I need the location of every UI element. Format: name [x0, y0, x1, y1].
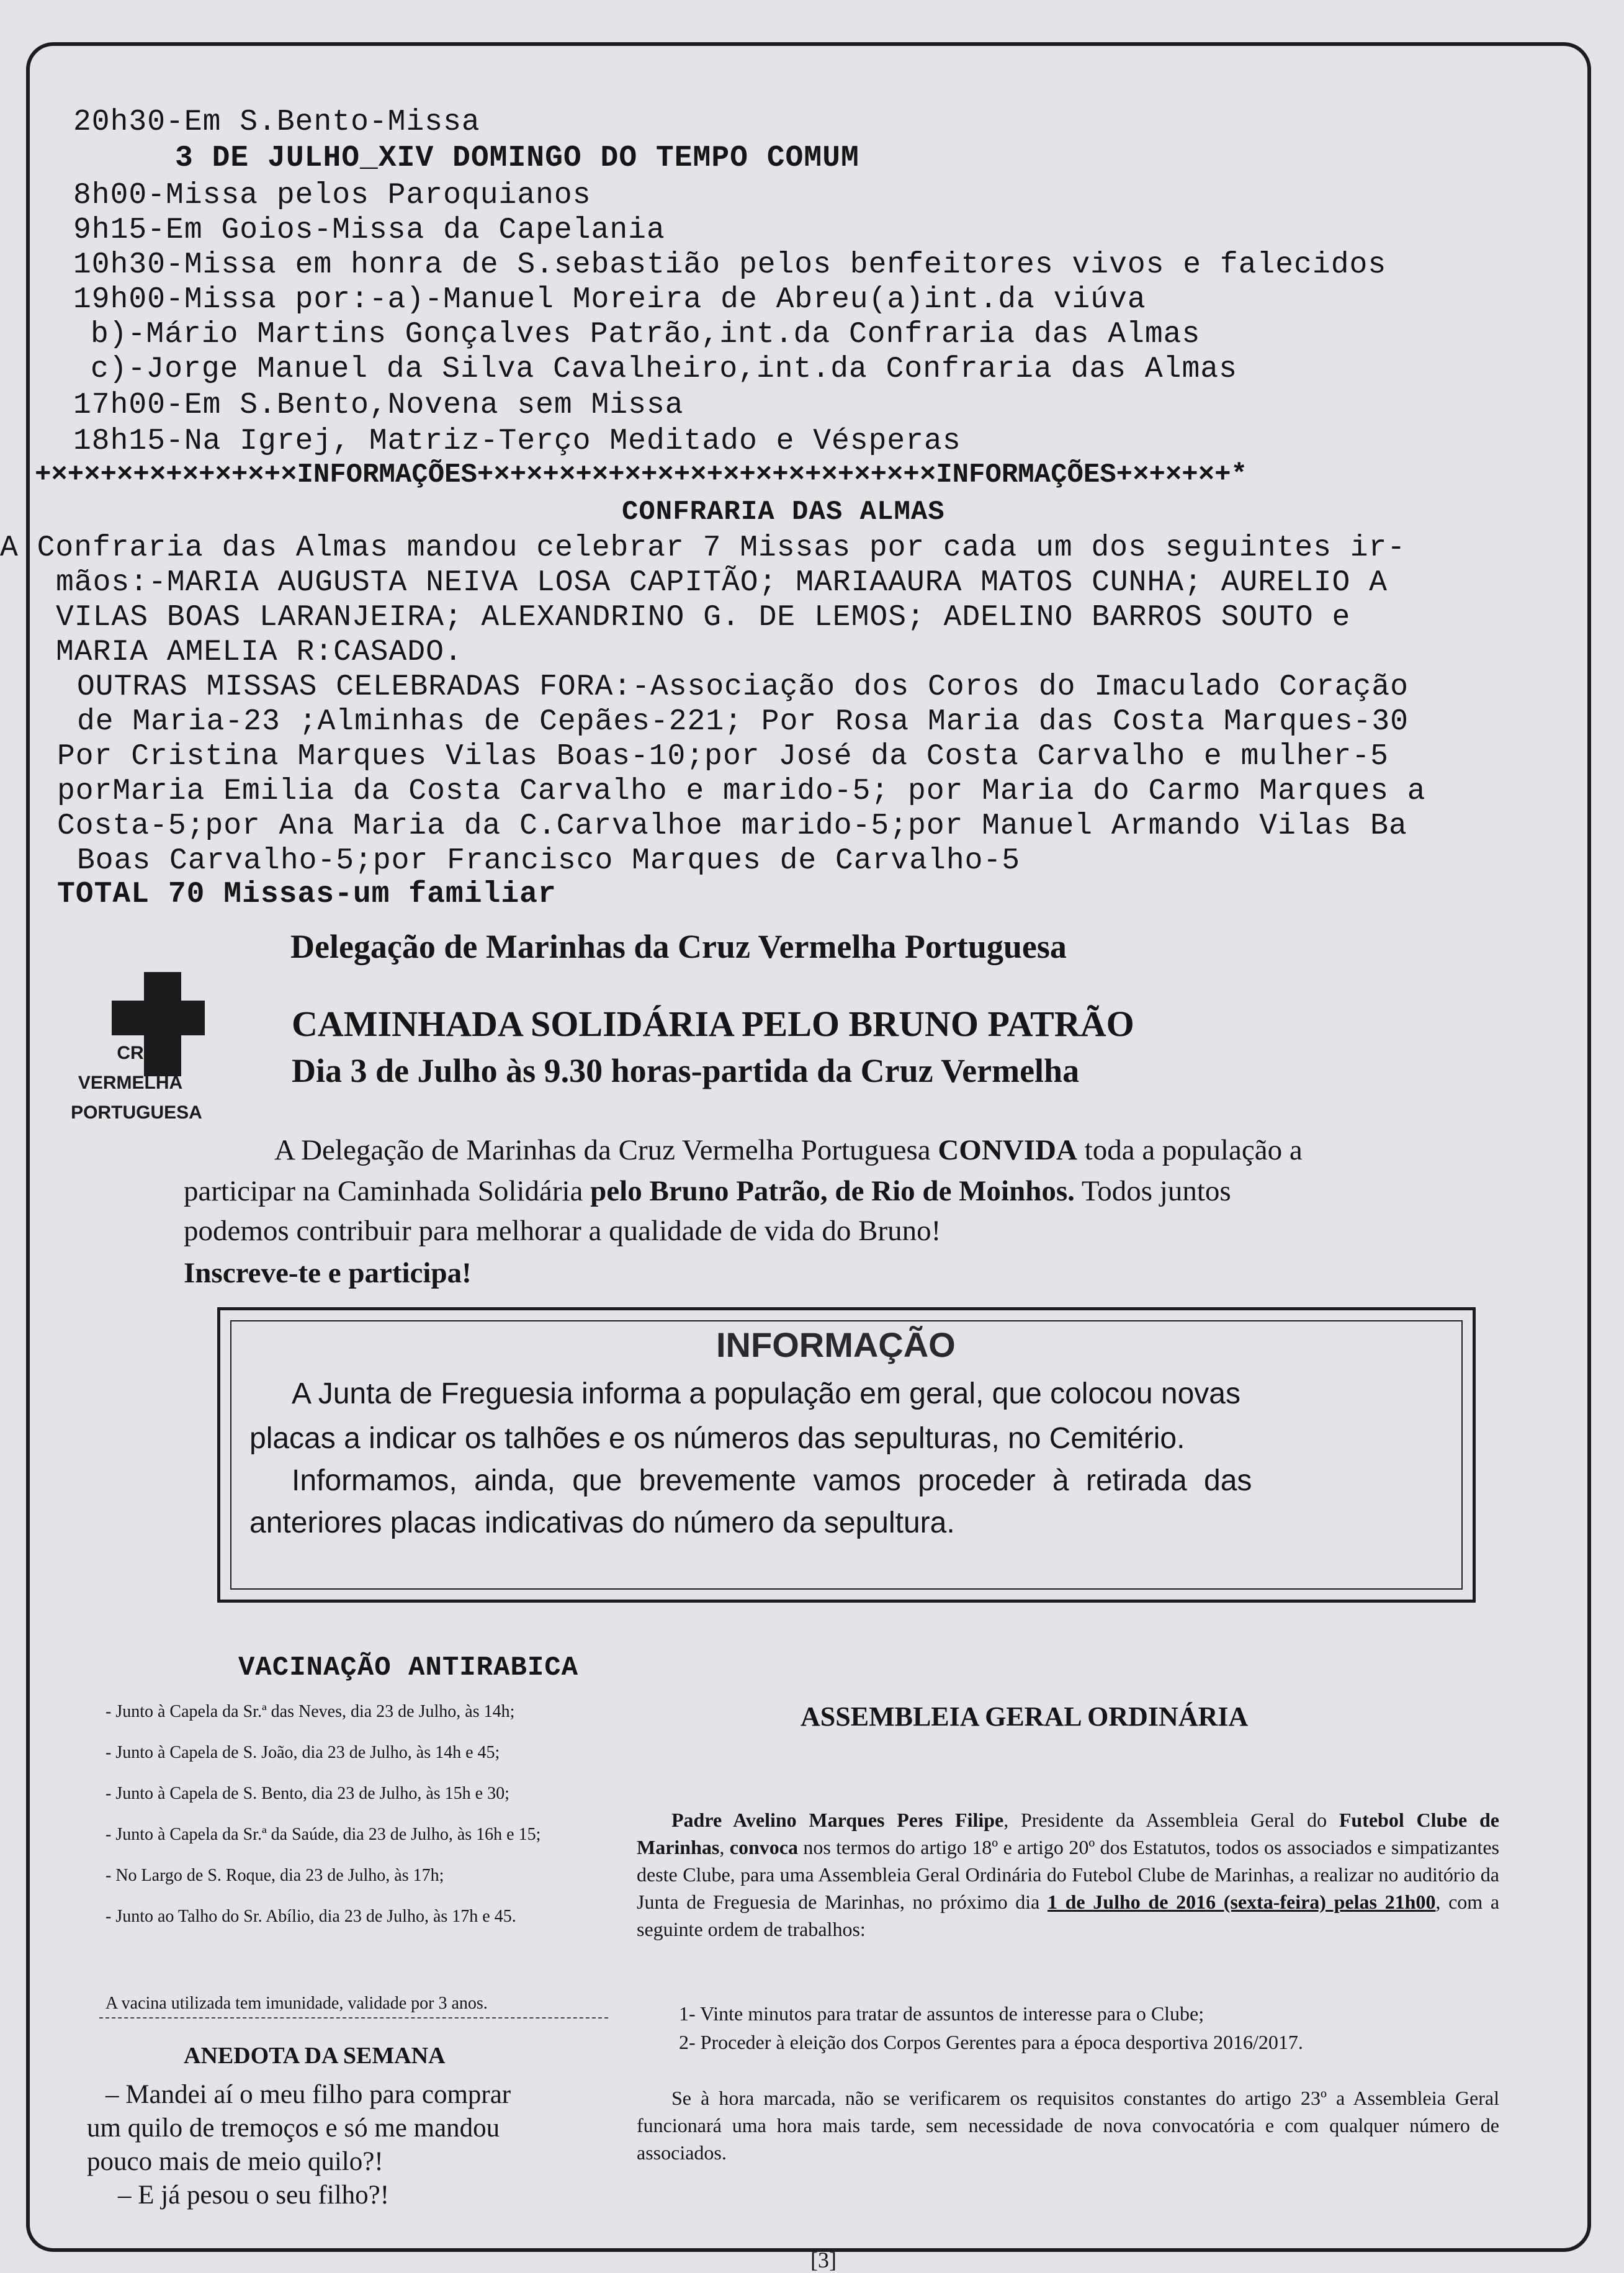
anedota-line: pouco mais de meio quilo?! — [87, 2147, 384, 2176]
cruz-paragraph-line: A Delegação de Marinhas da Cruz Vermelha Portuguesa CONVIDA toda a população a — [274, 1134, 1303, 1166]
schedule-line: 19h00-Missa por:-a)-Manuel Moreira de Abreu(a)int.da viúva — [73, 283, 1146, 317]
cruz-paragraph-line: podemos contribuir para melhorar a qualidade de vida do Bruno! — [184, 1215, 941, 1247]
anedota-line: – E já pesou o seu filho?! — [118, 2181, 390, 2210]
vacinacao-item: - Junto à Capela de S. João, dia 23 de Julho, às 14h e 45; — [105, 1743, 500, 1762]
vacinacao-note: A vacina utilizada tem imunidade, validade por 3 anos. — [105, 1994, 488, 2013]
logo-line: CRUZ — [117, 1043, 169, 1063]
confraria-total: TOTAL 70 Missas-um familiar — [57, 878, 557, 911]
schedule-line: b)-Mário Martins Gonçalves Patrão,int.da Confraria das Almas — [91, 318, 1201, 351]
assembleia-title: ASSEMBLEIA GERAL ORDINÁRIA — [801, 1701, 1249, 1732]
confraria-line: porMaria Emilia da Costa Carvalho e marido-5; por Maria do Carmo Marques a — [57, 775, 1426, 808]
cruz-call-to-action: Inscreve-te e participa! — [184, 1257, 472, 1289]
schedule-line: 10h30-Missa em honra de S.sebastião pelos benfeitores vivos e falecidos — [73, 248, 1387, 282]
caminhada-headline: CAMINHADA SOLIDÁRIA PELO BRUNO PATRÃO — [292, 1004, 1134, 1044]
confraria-line: de Maria-23 ;Alminhas de Cepães-221; Por Rosa Maria das Costa Marques-30 — [77, 705, 1409, 739]
confraria-line: MARIA AMELIA R:CASADO. — [56, 636, 463, 669]
page-number: [3] — [810, 2248, 837, 2272]
confraria-line: mãos:-MARIA AUGUSTA NEIVA LOSA CAPITÃO; MARIAAURA MATOS CUNHA; AURELIO A — [56, 566, 1388, 600]
sunday-title: 3 DE JULHO_XIV DOMINGO DO TEMPO COMUM — [175, 142, 859, 175]
confraria-line: OUTRAS MISSAS CELEBRADAS FORA:-Associação dos Coros do Imaculado Coração — [77, 670, 1409, 704]
confraria-line: VILAS BOAS LARANJEIRA; ALEXANDRINO G. DE LEMOS; ADELINO BARROS SOUTO e — [56, 601, 1351, 634]
schedule-line: 8h00-Missa pelos Paroquianos — [73, 179, 591, 212]
informacao-line: Informamos, ainda, que brevemente vamos proceder à retirada das — [292, 1464, 1252, 1497]
informacao-title: INFORMAÇÃO — [716, 1325, 956, 1364]
assembleia-agenda-item: 2- Proceder à eleição dos Corpos Gerentes para a época desportiva 2016/2017. — [679, 2031, 1303, 2053]
assembleia-closing: Se à hora marcada, não se verificarem os requisitos constantes do artigo 23º a Assembleia Geral funcionará uma hora mais tarde, sem necessidade de nova convocatória e com qualquer número de associados. — [637, 2087, 1499, 2164]
vacinacao-item: - Junto à Capela da Sr.ª da Saúde, dia 23 de Julho, às 16h e 15; — [105, 1825, 541, 1844]
schedule-line: 17h00-Em S.Bento,Novena sem Missa — [73, 389, 684, 422]
cruz-paragraph-line: participar na Caminhada Solidária pelo Bruno Patrão, de Rio de Moinhos. Todos juntos — [184, 1175, 1231, 1207]
section-divider — [99, 2017, 608, 2019]
schedule-line: c)-Jorge Manuel da Silva Cavalheiro,int.da Confraria das Almas — [91, 353, 1237, 386]
informacao-line: placas a indicar os talhões e os números das sepulturas, no Cemitério. — [249, 1422, 1185, 1455]
informacoes-divider: +×+×+×+×+×+×+×+×INFORMAÇÕES+×+×+×+×+×+×+×+×+×+×+×+×+×+×INFORMAÇÕES+×+×+×+* — [35, 459, 1247, 490]
anedota-title: ANEDOTA DA SEMANA — [184, 2043, 446, 2069]
anedota-line: um quilo de tremoços e só me mandou — [87, 2113, 500, 2143]
delegation-title: Delegação de Marinhas da Cruz Vermelha Portuguesa — [290, 928, 1067, 965]
confraria-line: Por Cristina Marques Vilas Boas-10;por José da Costa Carvalho e mulher-5 — [57, 740, 1389, 773]
confraria-title: CONFRARIA DAS ALMAS — [622, 497, 945, 528]
schedule-line: 20h30-Em S.Bento-Missa — [73, 106, 480, 139]
informacao-line: A Junta de Freguesia informa a população em geral, que colocou novas — [292, 1377, 1240, 1410]
logo-line: VERMELHA — [78, 1073, 183, 1093]
vacinacao-title: VACINAÇÃO ANTIRABICA — [238, 1652, 579, 1683]
informacao-line: anteriores placas indicativas do número da sepultura. — [249, 1506, 955, 1539]
assembleia-paragraph: Padre Avelino Marques Peres Filipe, Presidente da Assembleia Geral do Futebol Clube de Marinhas, convoca nos termos do artigo 18º e artigo 20º dos Estatutos, todos os associados e simpatizantes deste Clube, para uma Assembleia Geral Ordinária do Futebol Clube de Marinhas, a realizar no auditório da Junta de Freguesia de Marinhas, no próximo dia 1 de Julho de 2016 (sexta-feira) pelas 21h00, com a seguinte ordem de trabalhos: — [637, 1809, 1500, 1940]
confraria-line: A Confraria das Almas mandou celebrar 7 Missas por cada um dos seguintes ir- — [0, 531, 1406, 565]
vacinacao-item: - Junto à Capela da Sr.ª das Neves, dia 23 de Julho, às 14h; — [105, 1702, 515, 1721]
confraria-line: Costa-5;por Ana Maria da C.Carvalhoe marido-5;por Manuel Armando Vilas Ba — [57, 809, 1407, 843]
schedule-line: 18h15-Na Igrej, Matriz-Terço Meditado e Vésperas — [73, 425, 961, 458]
vacinacao-item: - Junto à Capela de S. Bento, dia 23 de Julho, às 15h e 30; — [105, 1784, 509, 1803]
schedule-line: 9h15-Em Goios-Missa da Capelania — [73, 214, 665, 247]
vacinacao-item: - Junto ao Talho do Sr. Abílio, dia 23 de Julho, às 17h e 45. — [105, 1907, 516, 1926]
anedota-line: – Mandei aí o meu filho para comprar — [105, 2080, 511, 2109]
logo-line: PORTUGUESA — [71, 1102, 202, 1123]
caminhada-date: Dia 3 de Julho às 9.30 horas-partida da Cruz Vermelha — [292, 1052, 1080, 1089]
vacinacao-item: - No Largo de S. Roque, dia 23 de Julho, às 17h; — [105, 1866, 444, 1885]
assembleia-agenda-item: 1- Vinte minutos para tratar de assuntos de interesse para o Clube; — [679, 2002, 1205, 2025]
confraria-line: Boas Carvalho-5;por Francisco Marques de Carvalho-5 — [77, 844, 1021, 878]
